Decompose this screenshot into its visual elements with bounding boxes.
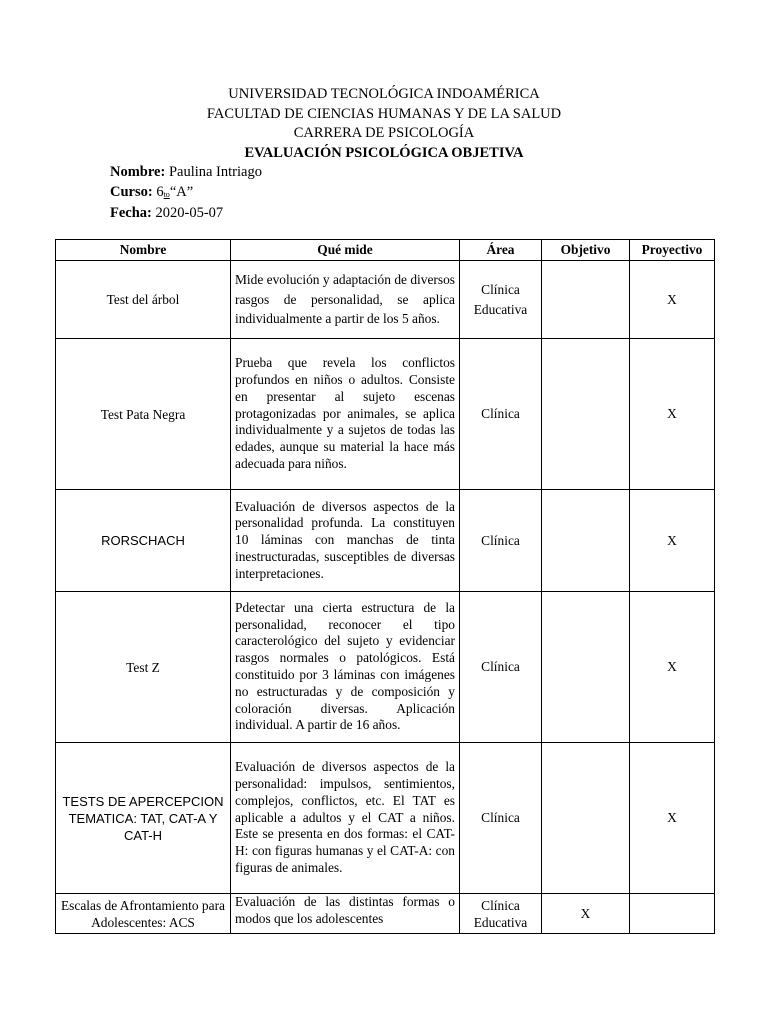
test-area: Clínica [460, 592, 542, 743]
name-label: Nombre: [110, 164, 166, 180]
test-name: TESTS DE APERCEPCION TEMATICA: TAT, CAT-A Y CAT-H [56, 743, 231, 894]
test-description: Evaluación de diversos aspectos de la personalidad: impulsos, sentimientos, complejos, conflictos, etc. El TAT es aplicable a adultos y el CAT a niños. Este se presenta en dos formas: el CAT-H: con figuras humanas y el CAT-A: con figuras de animales. [231, 743, 460, 894]
test-objective-mark [542, 490, 630, 592]
course-parallel: “A” [169, 183, 194, 200]
faculty-name: FACULTAD DE CIENCIAS HUMANAS Y DE LA SALUD [206, 105, 562, 122]
test-description: Evaluación de las distintas formas o modos que los adolescentes [231, 894, 460, 934]
test-area: Clínica [460, 490, 542, 592]
course-superscript: to [163, 189, 170, 199]
test-name: Test Z [56, 592, 231, 743]
column-header-measures: Qué mide [231, 240, 460, 261]
date-value: 2020-05-07 [155, 205, 224, 221]
test-description: Mide evolución y adaptación de diversos rasgos de personalidad, se aplica individualmente a partir de los 5 años. [231, 261, 460, 339]
date-label: Fecha: [110, 205, 152, 221]
test-area: Clínica [460, 743, 542, 894]
document-header [0, 85, 768, 163]
table-row [56, 339, 715, 490]
name-value: Paulina Intriago [168, 164, 262, 180]
name-line [110, 163, 262, 183]
university-name: UNIVERSIDAD TECNOLÓGICA INDOAMÉRICA [228, 86, 540, 102]
date-line [110, 204, 262, 224]
test-projective-mark: X [630, 592, 715, 743]
table-row [56, 490, 715, 592]
career-name: CARRERA DE PSICOLOGÍA [293, 125, 475, 141]
test-objective-mark [542, 339, 630, 490]
test-area: Clínica [460, 339, 542, 490]
column-header-area: Área [460, 240, 542, 261]
test-name: Test del árbol [56, 261, 231, 339]
test-description: Pdetectar una cierta estructura de la personalidad, reconocer el tipo caracterológico del sujeto y evidenciar rasgos normales o patológicos. Está constituido por 3 láminas con imágenes no estructuradas y de composición y coloración diversas. Aplicación individual. A partir de 16 años. [231, 592, 460, 743]
column-header-name: Nombre [56, 240, 231, 261]
student-info [110, 163, 262, 224]
test-projective-mark: X [630, 339, 715, 490]
test-objective-mark [542, 592, 630, 743]
table-row [56, 261, 715, 339]
test-projective-mark [630, 894, 715, 934]
column-header-objective: Objetivo [542, 240, 630, 261]
test-projective-mark: X [630, 490, 715, 592]
table-row [56, 743, 715, 894]
table-row [56, 592, 715, 743]
test-projective-mark: X [630, 261, 715, 339]
test-area: Clínica Educativa [460, 261, 542, 339]
test-objective-mark: X [542, 894, 630, 934]
course-label: Curso: [110, 183, 153, 200]
test-objective-mark [542, 743, 630, 894]
test-description: Evaluación de diversos aspectos de la personalidad profunda. La constituyen 10 láminas con manchas de tinta inestructuradas, susceptibles de diversas interpretaciones. [231, 490, 460, 592]
test-name: Escalas de Afrontamiento para Adolescentes: ACS [56, 894, 231, 934]
test-area: Clínica Educativa [460, 894, 542, 934]
evaluation-table [55, 239, 715, 934]
subject-title: EVALUACIÓN PSICOLÓGICA OBJETIVA [244, 144, 524, 161]
test-projective-mark: X [630, 743, 715, 894]
test-name: Test Pata Negra [56, 339, 231, 490]
course-number: 6 [156, 183, 164, 200]
test-description: Prueba que revela los conflictos profundos en niños o adultos. Consiste en presentar al sujeto escenas protagonizadas por animales, se aplica individualmente y a sujetos de todas las edades, aunque su material la hace más adecuada para niños. [231, 339, 460, 490]
table-header-row [56, 240, 715, 261]
column-header-projective: Proyectivo [630, 240, 715, 261]
table-row [56, 894, 715, 934]
test-objective-mark [542, 261, 630, 339]
test-name: RORSCHACH [56, 490, 231, 592]
course-line [110, 183, 262, 205]
